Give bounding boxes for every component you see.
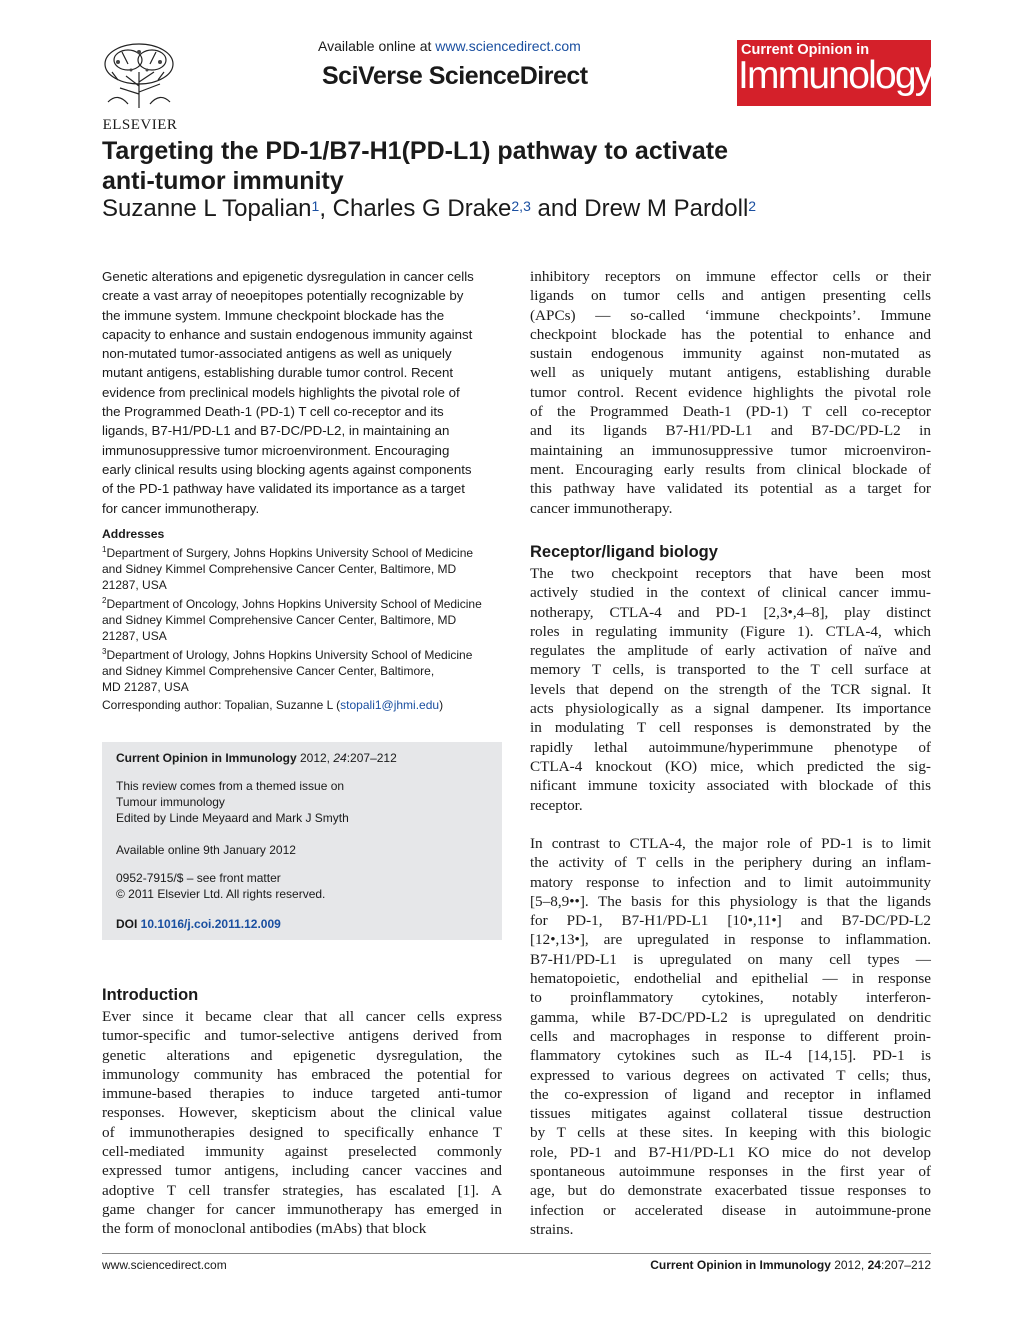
available-online-line — [318, 38, 581, 54]
address-text: Department of Urology, Johns Hopkins University School of Medicine — [106, 648, 473, 662]
text-line: the immune system. Immune checkpoint blockade has the — [102, 307, 445, 323]
address-text: MD 21287, USA — [102, 680, 189, 694]
text-line: regulates the amplitude of early activation of naïve and — [530, 642, 931, 660]
address-line — [102, 679, 504, 695]
text-line: [5–8,9••]. The basis for this physiology is that the ligands — [530, 892, 931, 910]
footer-citation — [560, 1258, 931, 1272]
text-line: infection or accelerated disease in autoimmune-prone — [530, 1201, 931, 1219]
address-text: and Sidney Kimmel Comprehensive Cancer Center, Baltimore, MD — [102, 562, 457, 576]
text-line: genetic alterations and epigenetic dysregulation, the — [102, 1046, 502, 1064]
address-list — [102, 542, 504, 695]
address-line — [102, 542, 504, 561]
text-line: immune-based therapies to induce targeted anti-tumor — [102, 1085, 502, 1103]
theme-editors: Edited by Linde Meyaard and Mark J Smyth — [116, 811, 349, 825]
text-line: notherapy, CTLA-4 and PD-1 [2,3•,4–8], play distinct — [530, 603, 931, 621]
text-line: acts physiologically as a signal dampener. Its importance — [530, 700, 931, 718]
address-number: 1 — [102, 545, 107, 554]
text-line: immunosuppressive tumor microenvironment. Encouraging — [102, 442, 450, 458]
text-line: in modulating T cell responses is demonstrated by the — [530, 719, 931, 737]
citation-year: 2012, — [296, 751, 334, 765]
elsevier-logo — [98, 42, 182, 133]
elsevier-wordmark: ELSEVIER — [102, 117, 178, 133]
addresses — [102, 526, 504, 695]
abstract — [102, 267, 496, 518]
text-line: the Programmed Death-1 (PD-1) T cell co-receptor and its — [102, 404, 444, 420]
receptor-paragraph-1 — [530, 564, 931, 815]
text-line: strains. — [530, 1220, 574, 1238]
footer-pages: :207–212 — [880, 1258, 931, 1272]
text-line: cell-mediated immunity against preselected commonly — [102, 1143, 502, 1161]
introduction-text — [102, 1007, 502, 1239]
corresponding-suffix: ) — [439, 698, 444, 712]
author-list — [102, 194, 902, 224]
text-line: matory response to infection and to limit autoimmunity — [530, 873, 931, 891]
issn-line: 0952-7915/$ – see front matter — [116, 871, 281, 885]
text-line: and its ligands B7-H1/PD-L1 and B7-DC/PD-L2 in — [530, 422, 931, 440]
receptor-paragraph-2 — [530, 834, 931, 1239]
article-title — [102, 136, 862, 196]
address-item — [102, 593, 504, 644]
citation-line — [116, 751, 397, 765]
text-line: expressed to various degrees on activated T cells; thus, — [530, 1066, 931, 1084]
platform-name: SciVerse ScienceDirect — [322, 62, 588, 90]
text-line: non-mutated tumor-associated antigens as well as uniquely — [102, 346, 452, 362]
theme-line-1: This review comes from a themed issue on — [116, 779, 345, 793]
author-affiliation[interactable]: 2,3 — [511, 198, 531, 214]
journal-logo — [737, 40, 931, 106]
text-line: mutant antigens, establishing durable tumor control. Recent — [102, 365, 454, 381]
text-line: sustain endogenous immunity against non-mutated as — [530, 345, 931, 363]
text-line: the form of monoclonal antibodies (mAbs) that block — [102, 1220, 427, 1238]
text-line: gamma, while B7-DC/PD-L2 is upregulated on dendritic — [530, 1008, 931, 1026]
author-separator: and — [530, 195, 585, 222]
text-line: by T cells at these sites. In keeping with this biologic — [530, 1124, 931, 1142]
text-line: inhibitory receptors on immune effector cells or their — [530, 268, 931, 285]
text-line: In contrast to CTLA-4, the major role of PD-1 is to limit — [530, 835, 931, 852]
text-line: [12•,13•], are upregulated in response to inflammation. — [530, 931, 931, 949]
address-text: Department of Surgery, Johns Hopkins University School of Medicine — [106, 546, 474, 560]
address-item — [102, 644, 504, 695]
journal-logo-line2: Immunology — [738, 54, 933, 97]
doi-link[interactable]: 10.1016/j.coi.2011.12.009 — [140, 917, 281, 931]
address-line — [102, 628, 504, 644]
text-line: levels that depend on the strength of the TCR signal. It — [530, 680, 931, 698]
available-date: Available online 9th January 2012 — [116, 843, 296, 857]
text-line: immunology community has embraced the potential for — [102, 1065, 502, 1083]
text-line: to proinflammatory cytokines, notably interferon- — [530, 989, 931, 1007]
author-affiliation[interactable]: 2 — [748, 198, 757, 214]
text-line: B7-H1/PD-L1 is upregulated on many cell types — — [530, 950, 931, 968]
text-line: evidence from preclinical models highlights the pivotal role of — [102, 384, 460, 400]
text-line: nificant immune toxicity associated with blockade of this — [530, 777, 931, 795]
title-line-2: anti-tumor immunity — [102, 167, 344, 195]
sciencedirect-link[interactable]: www.sciencedirect.com — [435, 38, 581, 54]
address-number: 2 — [102, 596, 107, 605]
doi-line — [116, 917, 281, 931]
address-text: and Sidney Kimmel Comprehensive Cancer Center, Baltimore, MD — [102, 613, 457, 627]
text-line: of the PD-1 pathway have validated its importance as a target — [102, 481, 465, 497]
address-line — [102, 561, 504, 577]
journal-logo-line1: Current Opinion in — [741, 42, 870, 58]
address-line — [102, 663, 504, 679]
citation-pages: :207–212 — [346, 751, 397, 765]
text-line: tumor control. Recent evidence highlights the pivotal role — [530, 383, 931, 401]
footer-volume: 24 — [867, 1258, 881, 1272]
citation-volume: 24 — [333, 751, 347, 765]
text-line: ligands on tumor cells and antigen presenting cells — [530, 287, 931, 305]
text-line: memory T cells, is transported to the T cell surface at — [530, 661, 931, 679]
text-line: of the Programmed Death-1 (PD-1) T cell co-receptor — [530, 403, 931, 421]
author-affiliation[interactable]: 1 — [311, 198, 320, 214]
title-line-1: Targeting the PD-1/B7-H1(PD-L1) pathway to activate — [102, 137, 729, 165]
text-line: CTLA-4 knockout (KO) mice, which predicted the sig- — [530, 757, 931, 775]
text-line: the activity of T cells in the periphery during an inflam- — [530, 854, 931, 872]
elsevier-tree-icon — [98, 42, 180, 110]
addresses-heading: Addresses — [102, 527, 165, 541]
author-name: Drew M Pardoll — [584, 195, 749, 222]
text-line: of immunotherapies designed to specifically enhance T — [102, 1123, 502, 1141]
author-name: Suzanne L Topalian — [102, 195, 312, 222]
text-line: The two checkpoint receptors that have been most — [530, 565, 931, 582]
text-line: well as uniquely mutant antigens, establishing durable — [530, 364, 931, 382]
text-line: the co-expression of ligand and receptor in inflamed — [530, 1085, 931, 1103]
text-line: rapidly lethal autoimmune/hyperimmune phenotype of — [530, 738, 931, 756]
text-line: tumor-specific and tumor-selective antigens derived from — [102, 1027, 502, 1045]
theme-line-2: Tumour immunology — [116, 795, 225, 809]
address-item — [102, 542, 504, 593]
text-line: for cancer immunotherapy. — [102, 500, 260, 516]
address-text: 21287, USA — [102, 578, 167, 592]
author-name: Charles G Drake — [332, 195, 512, 222]
address-line — [102, 644, 504, 663]
text-line: hematopoietic, endothelial and epithelial — in response — [530, 970, 931, 988]
footer-website: www.sciencedirect.com — [102, 1258, 227, 1272]
text-line: receptor. — [530, 796, 583, 814]
text-line: checkpoint blockade has the potential to enhance and — [530, 325, 931, 343]
address-number: 3 — [102, 647, 107, 656]
corresponding-prefix: Corresponding author: Topalian, Suzanne L ( — [102, 698, 341, 712]
text-line: role, PD-1 and B7-H1/PD-L1 KO mice do not develop — [530, 1143, 931, 1161]
article-info-box — [102, 742, 502, 940]
doi-label: DOI — [116, 917, 141, 931]
introduction-heading: Introduction — [102, 986, 199, 1004]
address-text: Department of Oncology, Johns Hopkins University School of Medicine — [106, 597, 482, 611]
text-line: (APCs) — so-called ‘immune checkpoints’. Immune — [530, 306, 931, 324]
right-column-paragraph — [530, 267, 931, 518]
text-line: early clinical results using blocking agents against components — [102, 461, 472, 477]
text-line: adoptive T cell transfer strategies, has escalated [1]. A — [102, 1181, 502, 1199]
text-line: capacity to enhance and sustain endogenous immunity against — [102, 326, 473, 342]
text-line: tissues mitigates against collateral tissue destruction — [530, 1105, 931, 1123]
text-line: actively studied in the context of clinical cancer immu- — [530, 584, 931, 602]
address-text: and Sidney Kimmel Comprehensive Cancer Center, Baltimore, — [102, 664, 435, 678]
text-line: age, but do demonstrate exacerbated tissue responses to — [530, 1182, 931, 1200]
address-text: 21287, USA — [102, 629, 167, 643]
footer-rule — [102, 1253, 931, 1254]
text-line: expressed tumor antigens, including cancer vaccines and — [102, 1162, 502, 1180]
footer-journal: Current Opinion in Immunology — [650, 1258, 831, 1272]
email-link[interactable]: stopali1@jhmi.edu — [340, 698, 440, 712]
address-line — [102, 577, 504, 593]
text-line: ligands, B7-H1/PD-L1 and B7-DC/PD-L2, in maintaining an — [102, 423, 450, 439]
author-separator: , — [319, 195, 333, 222]
text-line: create a vast array of neoepitopes potentially recognizable by — [102, 288, 464, 304]
corresponding-author — [102, 698, 504, 712]
text-line: spontaneous autoimmune responses in the first year of — [530, 1163, 931, 1181]
text-line: Ever since it became clear that all cancer cells express — [102, 1008, 502, 1025]
text-line: this pathway have validated its potential as a target for — [530, 480, 931, 498]
text-line: responses. However, skepticism about the clinical value — [102, 1104, 502, 1122]
text-line: ment. Encouraging early results from clinical blockade of — [530, 460, 931, 478]
receptor-ligand-heading: Receptor/ligand biology — [530, 543, 718, 561]
text-line: Genetic alterations and epigenetic dysregulation in cancer cells — [102, 269, 474, 284]
address-line — [102, 593, 504, 612]
text-line: maintaining an immunosuppressive tumor microenviron- — [530, 441, 931, 459]
address-line — [102, 612, 504, 628]
text-line: game changer for cancer immunotherapy has emerged in — [102, 1200, 502, 1218]
copyright-line: © 2011 Elsevier Ltd. All rights reserved. — [116, 887, 326, 901]
text-line: cells and macrophages in response to different proin- — [530, 1027, 931, 1045]
text-line: cancer immunotherapy. — [530, 499, 673, 517]
text-line: flammatory cytokines such as IL-4 [14,15]. PD-1 is — [530, 1047, 931, 1065]
footer-year: 2012, — [830, 1258, 868, 1272]
text-line: roles in regulating immunity (Figure 1). CTLA-4, which — [530, 622, 931, 640]
text-line: for PD-1, B7-H1/PD-L1 [10•,11•] and B7-DC/PD-L2 — [530, 912, 931, 930]
citation-journal: Current Opinion in Immunology — [116, 751, 297, 765]
available-prefix: Available online at — [318, 38, 432, 54]
